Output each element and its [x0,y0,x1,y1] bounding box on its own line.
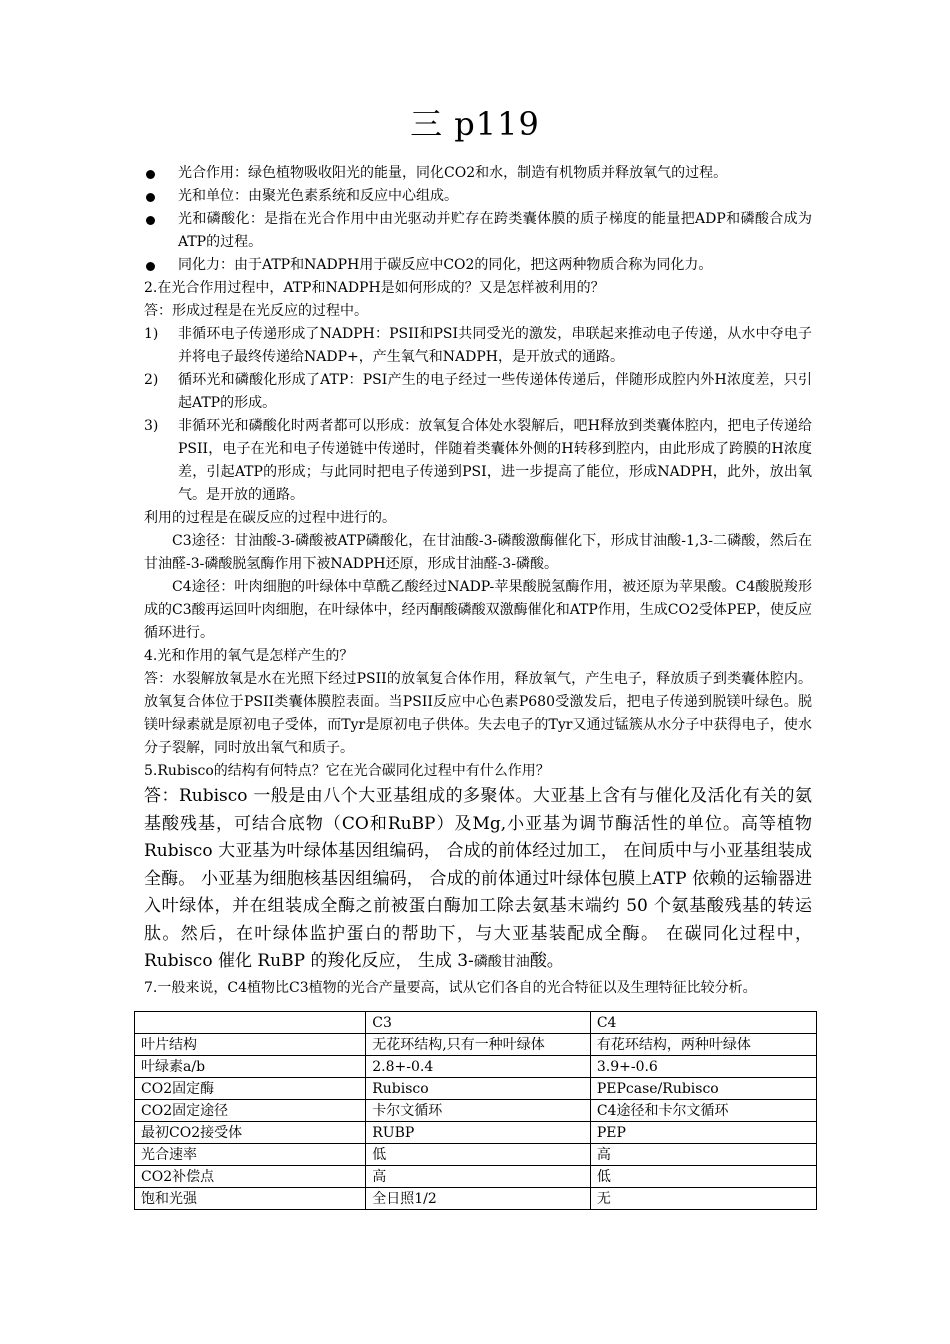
numbered-item [144,323,812,369]
bullet-icon [146,193,155,202]
answer-5-end: 酸。 [529,951,564,971]
question-7: 7.一般来说，C4植物比C3植物的光合产量要高，试从它们各自的光合特征以及生理特征比较分析。 [144,979,757,996]
table-cell: 叶绿素a/b [135,1056,366,1078]
table-cell: 高 [590,1144,816,1166]
table-row [135,1122,817,1144]
definition-text: 光合作用：绿色植物吸收阳光的能量，同化CO2和水，制造有机物质并释放氧气的过程。 [178,165,728,181]
bullet-icon [146,170,155,179]
table-cell: RUBP [366,1122,591,1144]
table-cell: CO2固定酶 [135,1078,366,1100]
table-cell: 叶片结构 [135,1034,366,1056]
usage-intro: 利用的过程是在碳反应的过程中进行的。 [144,510,396,526]
definition-item [144,162,812,185]
table-cell: 无花环结构,只有一种叶绿体 [366,1034,591,1056]
bullet-icon [146,262,155,271]
table-cell: 光合速率 [135,1144,366,1166]
bullet-icon [146,216,155,225]
table-row [135,1034,817,1056]
answer-5 [144,783,812,977]
table-cell: PEPcase/Rubisco [590,1078,816,1100]
definition-item [144,185,812,208]
table-cell: PEP [590,1122,816,1144]
comparison-table [134,1011,817,1210]
page-title: 三 p119 [410,105,540,143]
answer-5-small: 磷酸甘油 [473,954,530,970]
definition-item [144,254,812,277]
c4-pathway: C4途径：叶肉细胞的叶绿体中草酰乙酸经过NADP-苹果酸脱氢酶作用，被还原为苹果酸。C4酸脱羧形成的C3酸再运回叶肉细胞，在叶绿体中，经丙酮酸磷酸双激酶催化和ATP作用，生成CO2受体PEP，使反应循环进行。 [144,579,812,641]
table-row [135,1166,817,1188]
table-cell: C4途径和卡尔文循环 [590,1100,816,1122]
table-cell: 最初CO2接受体 [135,1122,366,1144]
table-cell: 无 [590,1188,816,1210]
table-cell: 饱和光强 [135,1188,366,1210]
table-cell: 有花环结构，两种叶绿体 [590,1034,816,1056]
item-number: 1) [144,326,159,342]
table-header-cell: C3 [366,1012,591,1034]
table-cell: CO2补偿点 [135,1166,366,1188]
item-number: 3) [144,418,159,434]
definition-text: 光和单位：由聚光色素系统和反应中心组成。 [178,188,458,204]
table-cell: 3.9+-0.6 [590,1056,816,1078]
c3-pathway: C3途径：甘油酸-3-磷酸被ATP磷酸化，在甘油酸-3-磷酸激酶催化下，形成甘油酸-1,3-二磷酸，然后在甘油醛-3-磷酸脱氢酶作用下被NADPH还原，形成甘油醛-3-磷酸。 [144,533,812,572]
answer-2-intro: 答：形成过程是在光反应的过程中。 [144,303,368,319]
answer-4: 答：水裂解放氧是水在光照下经过PSII的放氧复合体作用，释放氧气，产生电子，释放质子到类囊体腔内。放氧复合体位于PSII类囊体膜腔表面。当PSII反应中心色素P680受激发后，把电子传递到脱镁叶绿色。脱镁叶绿素就是原初电子受体，而Tyr是原初电子供体。失去电子的Tyr又通过锰簇从水分子中获得电子，使水分子裂解，同时放出氧气和质子。 [144,671,812,756]
item-number: 2) [144,372,159,388]
table-row [135,1100,817,1122]
table-row [135,1188,817,1210]
table-header-cell [135,1012,366,1034]
table-row [135,1144,817,1166]
item-text: 循环光和磷酸化形成了ATP：PSI产生的电子经过一些传递体传递后，伴随形成腔内外H浓度差，只引起ATP的形成。 [178,372,812,411]
table-cell: 低 [366,1144,591,1166]
item-text: 非循环光和磷酸化时两者都可以形成：放氧复合体处水裂解后，吧H释放到类囊体腔内，把电子传递给PSII，电子在光和电子传递链中传递时，伴随着类囊体外侧的H转移到腔内，由此形成了跨膜的H浓度差，引起ATP的形成；与此同时把电子传递到PSI，进一步提高了能位，形成NADPH，此外，放出氧气。是开放的通路。 [178,418,812,503]
question-2: 2.在光合作用过程中，ATP和NADPH是如何形成的？又是怎样被利用的？ [144,280,605,296]
table-header-row [135,1012,817,1034]
table-cell: 高 [366,1166,591,1188]
definition-item [144,208,812,254]
table-cell: 2.8+-0.4 [366,1056,591,1078]
numbered-item [144,369,812,415]
table-header-cell: C4 [590,1012,816,1034]
answer-5-prefix: 答： [144,786,179,806]
table-cell: 卡尔文循环 [366,1100,591,1122]
document-body [144,162,812,1000]
numbered-item [144,415,812,507]
table-row [135,1078,817,1100]
table-cell: 全日照1/2 [366,1188,591,1210]
question-5: 5.Rubisco的结构有何特点？它在光合碳同化过程中有什么作用？ [144,763,550,779]
definition-text: 光和磷酸化：是指在光合作用中由光驱动并贮存在跨类囊体膜的质子梯度的能量把ADP和磷酸合成为ATP的过程。 [178,211,812,250]
table-cell: Rubisco [366,1078,591,1100]
item-text: 非循环电子传递形成了NADPH：PSII和PSI共同受光的激发，串联起来推动电子传递，从水中夺电子并将电子最终传递给NADP+，产生氧气和NADPH，是开放式的通路。 [178,326,812,365]
answer-5-body: Rubisco 一般是由八个大亚基组成的多聚体。大亚基上含有与催化及活化有关的氨基酸残基，可结合底物（CO和RuBP）及Mg,小亚基为调节酶活性的单位。高等植物 Rubisco 大亚基为叶绿体基因组编码， 合成的前体经过加工， 在间质中与小亚基组装成全酶。 小亚基为细胞核基因组编码， 合成的前体通过叶绿体包膜上ATP 依赖的运输器进入叶绿体，并在组装成全酶之前被蛋白酶加工除去氨基末端约 50 个氨基酸残基的转运肽。然后，在叶绿体监护蛋白的帮助下，与大亚基装配成全酶。 在碳同化过程中， Rubisco 催化 RuBP 的羧化反应， 生成 3- [144,786,813,971]
table-cell: CO2固定途径 [135,1100,366,1122]
table-cell: 低 [590,1166,816,1188]
table-row [135,1056,817,1078]
definition-text: 同化力：由于ATP和NADPH用于碳反应中CO2的同化，把这两种物质合称为同化力。 [178,257,713,273]
question-4: 4.光和作用的氧气是怎样产生的？ [144,648,354,664]
